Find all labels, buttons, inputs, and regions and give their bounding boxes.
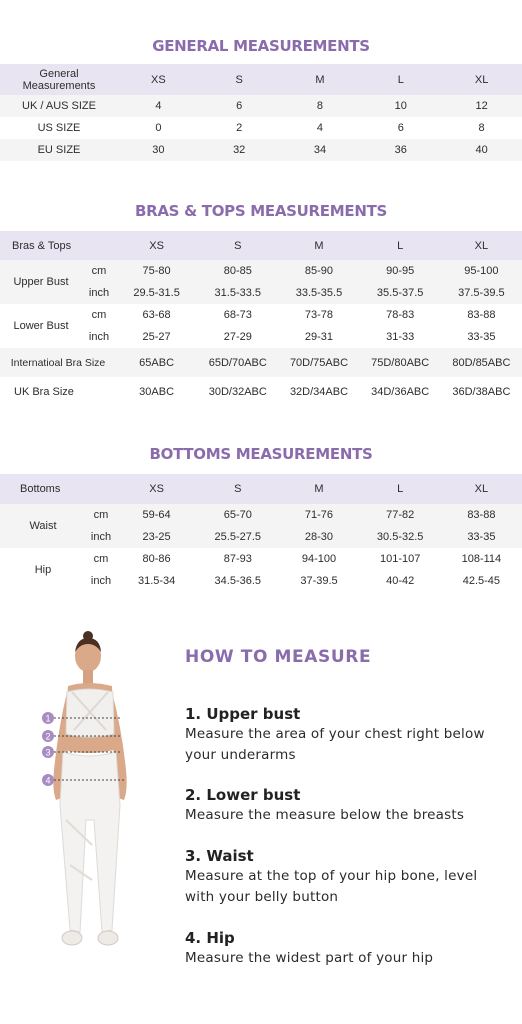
header-cell: S xyxy=(197,474,278,504)
table-cell: 33.5-35.5 xyxy=(278,282,359,304)
table-cell: 78-83 xyxy=(386,309,415,321)
table-cell: 27-29 xyxy=(223,331,252,343)
row-label: UK Bra Size xyxy=(14,385,74,398)
table-cell: 34 xyxy=(280,139,361,161)
table-cell: 80D/85ABC xyxy=(441,348,522,377)
step-hip xyxy=(185,928,505,969)
table-cell: 2 xyxy=(236,122,243,134)
table-row xyxy=(0,377,522,406)
unit-label: inch xyxy=(88,331,110,343)
table-cell: 0 xyxy=(155,122,162,134)
general-table xyxy=(0,64,522,161)
step-upper-bust xyxy=(185,704,505,766)
table-cell: 37-39.5 xyxy=(300,575,338,587)
model-illustration xyxy=(30,630,150,980)
header-cell: Bras & Tops xyxy=(0,231,116,260)
table-cell: 40 xyxy=(441,139,522,161)
header-cell: XS xyxy=(116,231,197,260)
step-text: Measure the area of your chest right below your underarms xyxy=(185,726,485,763)
unit-label: cm xyxy=(91,309,107,321)
table-cell: 108-114 xyxy=(461,553,502,565)
table-cell: 80-85 xyxy=(197,260,278,282)
unit-label: cm xyxy=(86,504,116,526)
step-title: 1. Upper bust xyxy=(185,705,301,723)
table-cell: 83-88 xyxy=(441,504,522,526)
row-label: Lower Bust xyxy=(13,320,69,332)
table-row xyxy=(0,304,522,326)
row-label: Upper Bust xyxy=(0,260,82,304)
table-cell: 32 xyxy=(199,139,280,161)
table-cell: 34D/36ABC xyxy=(371,385,430,398)
row-label: EU SIZE xyxy=(0,139,118,161)
table-cell: 12 xyxy=(441,95,522,117)
step-waist xyxy=(185,846,505,908)
header-cell: S xyxy=(197,231,278,260)
table-row xyxy=(0,260,522,282)
table-cell: 30D/32ABC xyxy=(208,385,267,398)
bottoms-title: BOTTOMS MEASUREMENTS xyxy=(149,445,373,463)
step-title: 4. Hip xyxy=(185,929,235,947)
table-cell: 40-42 xyxy=(386,575,415,587)
table-cell: 65D/70ABC xyxy=(197,348,278,377)
table-cell: 36 xyxy=(360,139,441,161)
table-cell: 30ABC xyxy=(139,385,175,398)
table-row xyxy=(0,139,522,161)
table-cell: 63-68 xyxy=(142,309,171,321)
header-cell: L xyxy=(360,474,441,504)
bras-title: BRAS & TOPS MEASUREMENTS xyxy=(134,202,388,220)
header-cell: L xyxy=(360,231,441,260)
table-row xyxy=(0,117,522,139)
bras-table xyxy=(0,231,522,406)
table-cell: 87-93 xyxy=(223,553,252,565)
header-cell: S xyxy=(199,64,280,95)
row-label: Internatioal Bra Size xyxy=(0,348,116,377)
table-header-row xyxy=(0,64,522,95)
bottoms-table xyxy=(0,474,522,592)
general-title: GENERAL MEASUREMENTS xyxy=(152,37,370,55)
header-cell: XL xyxy=(441,64,522,95)
table-cell: 90-95 xyxy=(360,260,441,282)
step-text: Measure the measure below the breasts xyxy=(185,807,465,823)
table-row xyxy=(0,95,522,117)
table-cell: 8 xyxy=(280,95,361,117)
row-label: Hip xyxy=(34,564,52,576)
table-row xyxy=(0,504,522,526)
header-cell: L xyxy=(360,64,441,95)
table-cell: 10 xyxy=(360,95,441,117)
marker-2: 2 xyxy=(45,731,51,742)
table-cell: 71-76 xyxy=(278,504,359,526)
table-cell: 75-80 xyxy=(116,260,197,282)
step-text: Measure the widest part of your hip xyxy=(185,950,434,966)
table-cell: 70D/75ABC xyxy=(278,348,359,377)
step-lower-bust xyxy=(185,785,505,826)
marker-3: 3 xyxy=(45,747,51,758)
table-header-row xyxy=(0,474,522,504)
table-cell: 23-25 xyxy=(116,526,197,548)
table-cell: 4 xyxy=(316,122,324,134)
table-cell: 32D/34ABC xyxy=(289,385,349,398)
table-cell: 101-107 xyxy=(379,553,421,565)
header-cell: XS xyxy=(116,474,197,504)
table-cell: 36D/38ABC xyxy=(452,385,511,398)
model-figure xyxy=(30,630,150,980)
table-cell: 73-78 xyxy=(304,309,334,321)
step-title: 3. Waist xyxy=(185,847,254,865)
table-cell: 31-33 xyxy=(386,331,415,343)
table-cell: 75D/80ABC xyxy=(360,348,441,377)
step-text: Measure at the top of your hip bone, level with your belly button xyxy=(185,868,478,905)
table-cell: 31.5-33.5 xyxy=(197,282,278,304)
table-cell: 6 xyxy=(199,95,280,117)
table-cell: 95-100 xyxy=(441,260,522,282)
step-title: 2. Lower bust xyxy=(185,786,301,804)
table-cell: 8 xyxy=(478,122,485,134)
header-cell: XS xyxy=(118,64,199,95)
header-cell: General Measurements xyxy=(0,64,118,95)
table-cell: 94-100 xyxy=(301,553,337,565)
table-cell: 68-73 xyxy=(223,309,252,321)
table-cell: 29-31 xyxy=(304,331,334,343)
unit-label: inch xyxy=(86,526,116,548)
unit-label: inch xyxy=(90,575,112,587)
table-cell: 30.5-32.5 xyxy=(360,526,441,548)
row-label: US SIZE xyxy=(37,122,81,134)
table-cell: 83-88 xyxy=(467,309,496,321)
table-cell: 80-86 xyxy=(142,553,171,565)
header-cell: XL xyxy=(441,474,522,504)
table-cell: 65ABC xyxy=(116,348,197,377)
table-cell: 37.5-39.5 xyxy=(441,282,522,304)
table-cell: 34.5-36.5 xyxy=(214,575,262,587)
table-cell: 35.5-37.5 xyxy=(360,282,441,304)
table-cell: 6 xyxy=(397,122,404,134)
marker-4: 4 xyxy=(45,775,51,786)
header-cell: M xyxy=(278,231,359,260)
table-cell: 42.5-45 xyxy=(462,575,501,587)
header-cell: M xyxy=(278,474,359,504)
table-row xyxy=(0,548,522,570)
unit-label: inch xyxy=(82,282,116,304)
table-cell: 4 xyxy=(118,95,199,117)
table-cell: 59-64 xyxy=(116,504,197,526)
table-cell: 25-27 xyxy=(142,331,171,343)
table-header-row xyxy=(0,231,522,260)
table-cell: 85-90 xyxy=(278,260,359,282)
table-cell: 31.5-34 xyxy=(137,575,176,587)
unit-label: cm xyxy=(82,260,116,282)
table-cell: 33-35 xyxy=(441,526,522,548)
row-label: UK / AUS SIZE xyxy=(0,95,118,117)
header-cell: M xyxy=(280,64,361,95)
table-cell: 77-82 xyxy=(360,504,441,526)
table-cell: 30 xyxy=(118,139,199,161)
table-cell: 25.5-27.5 xyxy=(197,526,278,548)
how-to-title: HOW TO MEASURE xyxy=(185,647,372,667)
row-label: Waist xyxy=(0,504,86,548)
unit-label: cm xyxy=(93,553,109,565)
table-cell: 29.5-31.5 xyxy=(116,282,197,304)
table-row xyxy=(0,348,522,377)
marker-1: 1 xyxy=(45,713,51,724)
header-cell: Bottoms xyxy=(0,474,116,504)
table-cell: 65-70 xyxy=(197,504,278,526)
table-cell: 28-30 xyxy=(278,526,359,548)
table-cell: 33-35 xyxy=(467,331,496,343)
header-cell: XL xyxy=(441,231,522,260)
